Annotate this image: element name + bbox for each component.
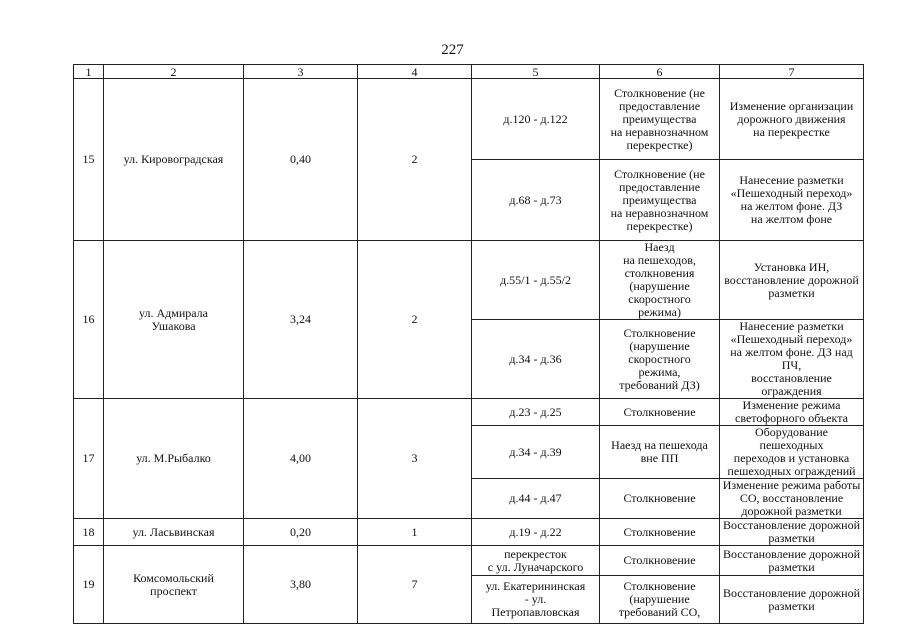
length-value: 4,00 (244, 399, 358, 519)
measure-cell: Установка ИН, восстановление дорожной разметки (720, 241, 864, 320)
table-row (74, 546, 864, 576)
table-row (74, 79, 864, 160)
street-name: Комсомольский проспект (104, 546, 244, 624)
segment-cell: перекресток с ул. Луначарского (472, 546, 600, 576)
accident-count: 2 (358, 241, 472, 399)
street-name: ул. Ласьвинская (104, 519, 244, 546)
row-number: 18 (74, 519, 104, 546)
page-number: 227 (441, 42, 464, 58)
measure-cell: Оборудование пешеходных переходов и установка пешеходных ограждений (720, 426, 864, 479)
accident-type-cell: Столкновение (нарушение требований СО, (600, 576, 720, 624)
accident-count: 2 (358, 79, 472, 241)
column-header: 5 (472, 65, 600, 79)
street-name: ул. Кировоградская (104, 79, 244, 241)
street-name: ул. М.Рыбалко (104, 399, 244, 519)
accident-type-cell: Столкновение (600, 546, 720, 576)
accident-type-cell: Наезд на пешехода вне ПП (600, 426, 720, 479)
column-header: 6 (600, 65, 720, 79)
length-value: 3,80 (244, 546, 358, 624)
column-header: 7 (720, 65, 864, 79)
segment-cell: ул. Екатерининская - ул. Петропавловская (472, 576, 600, 624)
street-name: ул. Адмирала Ушакова (104, 241, 244, 399)
measure-cell: Восстановление дорожной разметки (720, 576, 864, 624)
measure-cell: Изменение режима светофорного объекта (720, 399, 864, 426)
segment-cell: д.34 - д.39 (472, 426, 600, 479)
segment-cell: д.55/1 - д.55/2 (472, 241, 600, 320)
measure-cell: Изменение режима работы СО, восстановление дорожной разметки (720, 479, 864, 519)
measure-cell: Нанесение разметки «Пешеходный переход» на желтом фоне. ДЗ на желтом фоне (720, 160, 864, 241)
accident-type-cell: Столкновение (600, 479, 720, 519)
row-number: 15 (74, 79, 104, 241)
row-number: 16 (74, 241, 104, 399)
accident-count: 3 (358, 399, 472, 519)
measure-cell: Нанесение разметки «Пешеходный переход» на желтом фоне. ДЗ над ПЧ, восстановление ограждения (720, 320, 864, 399)
row-number: 19 (74, 546, 104, 624)
segment-cell: д.34 - д.36 (472, 320, 600, 399)
header-row (74, 65, 864, 79)
length-value: 0,40 (244, 79, 358, 241)
segment-cell: д.19 - д.22 (472, 519, 600, 546)
accident-count: 7 (358, 546, 472, 624)
measure-cell: Изменение организации дорожного движения на перекрестке (720, 79, 864, 160)
measure-cell: Восстановление дорожной разметки (720, 546, 864, 576)
table-row (74, 519, 864, 546)
accident-type-cell: Наезд на пешеходов, столкновения (нарушение скоростного режима) (600, 241, 720, 320)
segment-cell: д.120 - д.122 (472, 79, 600, 160)
segment-cell: д.23 - д.25 (472, 399, 600, 426)
accident-type-cell: Столкновение (600, 399, 720, 426)
accident-count: 1 (358, 519, 472, 546)
column-header: 1 (74, 65, 104, 79)
table-row (74, 241, 864, 320)
accident-type-cell: Столкновение (не предоставление преимущества на неравнозначном перекрестке) (600, 79, 720, 160)
incidents-table (73, 64, 864, 624)
row-number: 17 (74, 399, 104, 519)
column-header: 3 (244, 65, 358, 79)
segment-cell: д.44 - д.47 (472, 479, 600, 519)
length-value: 0,20 (244, 519, 358, 546)
accident-type-cell: Столкновение (нарушение скоростного режима, требований ДЗ) (600, 320, 720, 399)
accident-type-cell: Столкновение (не предоставление преимущества на неравнозначном перекрестке) (600, 160, 720, 241)
column-header: 4 (358, 65, 472, 79)
segment-cell: д.68 - д.73 (472, 160, 600, 241)
column-header: 2 (104, 65, 244, 79)
table-row (74, 399, 864, 426)
length-value: 3,24 (244, 241, 358, 399)
accident-type-cell: Столкновение (600, 519, 720, 546)
measure-cell: Восстановление дорожной разметки (720, 519, 864, 546)
